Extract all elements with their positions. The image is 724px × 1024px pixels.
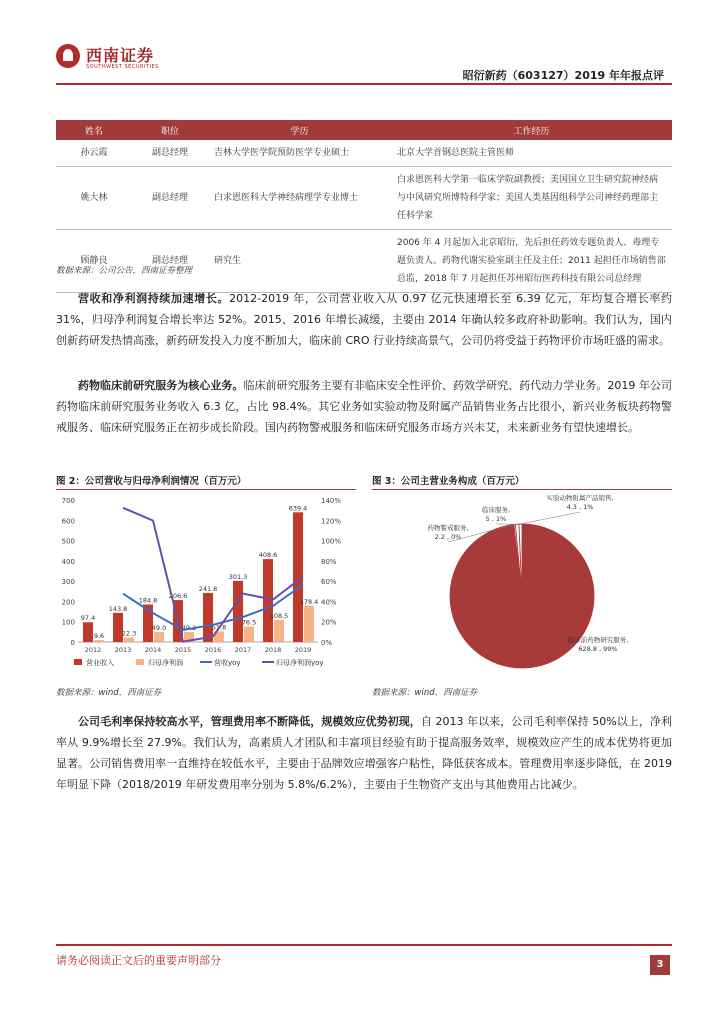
figure-2-source: 数据来源：wind，西南证券 [56, 688, 162, 698]
cell-title: 副总经理 [132, 167, 208, 230]
y2-tick-label: 100% [321, 537, 342, 546]
bar-revenue [83, 622, 93, 642]
cell-experience: 2006 年 4 月起加入北京昭衍，先后担任药效专题负责人、毒理专题负责人、药物代谢实验室副主任及主任；2011 起担任市场销售部总监，2018 年 7 月起担任苏州昭衍医药科技有限公司总经理 [391, 230, 672, 293]
paragraph-body: 2012-2019 年，公司营业收入从 0.97 亿元快速增长至 6.39 亿元，年均复合增长率约 31%，归母净利润复合增长率达 52%。2015、2016 年增长减缓，主要由 2014 年确认较多政府补助影响。我们认为，国内创新药研发热情高涨，新药研发投入力度不断加大，临床前 CRO 行业持续高景气，公司仍将受益于药物评价市场旺盛的需求。 [56, 292, 672, 347]
cell-education: 吉林大学医学院预防医学专业硕士 [208, 140, 391, 167]
bar-net-profit-label: 49.0 [151, 624, 167, 633]
bar-net-profit [124, 637, 134, 642]
legend-revenue-yoy: 营收yoy [214, 659, 241, 667]
paragraph-heading: 公司毛利率保持较高水平，管理费用率不断降低，规模效应优势初现， [78, 715, 421, 728]
figure-3-title: 图 3：公司主营业务构成（百万元） [372, 476, 525, 487]
table-row [56, 140, 672, 167]
pie-slice-label: 临床前药物研究服务, 628.8 , 99% [567, 636, 629, 653]
x-tick-label: 2013 [114, 646, 132, 654]
paragraph-heading: 药物临床前研究服务为核心业务。 [78, 379, 244, 392]
y-tick-label: 500 [61, 537, 75, 546]
x-tick-label: 2019 [294, 646, 312, 654]
bar-revenue-label: 241.8 [198, 584, 218, 593]
bar-revenue [233, 581, 243, 642]
y2-tick-label: 120% [321, 517, 342, 526]
y2-tick-label: 140% [321, 497, 342, 505]
legend-revenue: 营业收入 [86, 659, 114, 667]
bar-revenue-label: 301.3 [228, 572, 248, 581]
bar-revenue [263, 559, 273, 642]
col-header-experience: 工作经历 [391, 120, 672, 140]
report-title: 昭衍新药（603127）2019 年年报点评 [462, 69, 664, 82]
cell-title: 副总经理 [132, 140, 208, 167]
page-number: 3 [650, 955, 670, 975]
revenue-profit-chart [56, 492, 356, 680]
y-tick-label: 300 [61, 578, 75, 587]
disclaimer-notice: 请务必阅读正文后的重要声明部分 [56, 954, 221, 967]
logo-english: SOUTHWEST SECURITIES [86, 64, 159, 70]
bar-revenue-label: 206.6 [168, 592, 188, 601]
pie-slice-label: 实验动物附属产品销售, 4.3 , 1% [546, 494, 614, 511]
y2-tick-label: 40% [321, 598, 337, 607]
bar-net-profit [304, 606, 314, 642]
bar-revenue-label: 143.8 [108, 604, 128, 613]
pie-slice-label: 药物警戒服务, 2.2 , 0% [427, 524, 469, 541]
paragraph-core-business [56, 375, 672, 438]
y-tick-label: 700 [61, 497, 75, 505]
company-logo-icon [56, 44, 80, 68]
cell-education: 白求恩医科大学神经病理学专业博士 [208, 167, 391, 230]
y-tick-label: 400 [61, 557, 75, 566]
cell-title: 副总经理 [132, 230, 208, 293]
bar-revenue [203, 593, 213, 642]
cell-experience: 北京大学首钢总医院主管医师 [391, 140, 672, 167]
paragraph-body: 自 2013 年以来，公司毛利率保持 50%以上，净利率从 9.9%增长至 27.9%。我们认为，高素质人才团队和丰富项目经验有助于提高服务效率，规模效应产生的成本优势将更加显著。公司销售费用率一直维持在较低水平，主要由于品牌效应增强客户粘性，降低获客成本。管理费用率逐步降低，在 2019 年明显下降（2018/2019 年研发费用率分别为 5.8%/6.2%），主要由于生物资产支出与其他费用占比减少。 [56, 715, 672, 791]
bar-revenue-label: 639.4 [288, 504, 308, 513]
bar-revenue [113, 613, 123, 642]
bar-net-profit [94, 640, 104, 642]
y-tick-label: 100 [61, 618, 75, 627]
bar-net-profit-label: 178.4 [299, 597, 319, 606]
x-tick-label: 2014 [144, 646, 162, 654]
y-tick-label: 200 [61, 598, 75, 607]
pie-slice-label: 临床服务, 5 , 1% [481, 506, 511, 523]
bar-net-profit-label: 76.5 [241, 618, 257, 627]
figure-2-rule [56, 489, 356, 490]
logo-name: 西南证券 [86, 46, 155, 65]
bar-revenue-label: 408.6 [258, 551, 278, 560]
cell-experience: 白求恩医科大学第一临床学院副教授；美国国立卫生研究院神经病与中风研究所博特科学家；美国人类基因组科学公司神经药理部主任科学家 [391, 167, 672, 230]
cell-name: 孙云霞 [56, 140, 132, 167]
header-divider [56, 83, 672, 85]
pie-leader-line [521, 512, 581, 524]
figure-3-rule [372, 489, 672, 490]
x-tick-label: 2017 [234, 646, 252, 654]
bar-revenue-label: 97.4 [80, 614, 96, 623]
legend-revenue-swatch [74, 659, 82, 665]
legend-net-profit-yoy: 归母净利润yoy [276, 659, 324, 667]
footer-divider [56, 944, 672, 946]
col-header-education: 学历 [208, 120, 391, 140]
cell-education: 研究生 [208, 230, 391, 293]
y2-tick-label: 0% [321, 639, 333, 647]
bar-net-profit-label: 49.2 [181, 624, 197, 633]
col-header-name: 姓名 [56, 120, 132, 140]
y2-tick-label: 80% [321, 557, 337, 566]
table-row [56, 230, 672, 293]
bar-net-profit-label: 9.6 [93, 632, 105, 641]
cell-name: 顾静良 [56, 230, 132, 293]
bar-net-profit [274, 620, 284, 642]
paragraph-revenue-growth [56, 288, 672, 351]
figure-2-title: 图 2：公司营收与归母净利润情况（百万元） [56, 476, 247, 487]
paragraph-heading: 营收和净利润持续加速增长。 [78, 292, 230, 305]
legend-net-profit-swatch [136, 659, 144, 665]
cell-name: 姚大林 [56, 167, 132, 230]
table-row [56, 167, 672, 230]
business-composition-pie [372, 492, 672, 680]
y-tick-label: 0 [70, 639, 75, 647]
bar-net-profit [154, 632, 164, 642]
bar-net-profit [244, 626, 254, 642]
bar-revenue-label: 184.8 [138, 596, 158, 605]
y-tick-label: 600 [61, 517, 75, 526]
x-tick-label: 2012 [84, 646, 102, 654]
x-tick-label: 2016 [204, 646, 222, 654]
x-tick-label: 2018 [264, 646, 282, 654]
paragraph-body: 临床前研究服务主要有非临床安全性评价、药效学研究、药代动力学业务。2019 年公司药物临床前研究服务业务收入 6.3 亿，占比 98.4%。其它业务如实验动物及附属产品销售业务占比很小，新兴业务板块药物警戒服务、临床研究服务正在初步成长阶段。国内药物警戒服务和临床研究服务市场方兴未艾，未来新业务有望快速增长。 [56, 379, 673, 434]
table-source: 数据来源：公司公告，西南证券整理 [56, 266, 193, 276]
y2-tick-label: 60% [321, 578, 337, 587]
col-header-title: 职位 [132, 120, 208, 140]
legend-net-profit: 归母净利润 [148, 659, 183, 667]
bar-net-profit-label: 51.8 [211, 623, 227, 632]
y2-tick-label: 20% [321, 618, 337, 627]
x-tick-label: 2015 [174, 646, 192, 654]
bar-net-profit-label: 108.5 [269, 611, 289, 620]
figure-3-source: 数据来源：wind，西南证券 [372, 688, 478, 698]
bar-net-profit-label: 22.3 [121, 629, 137, 638]
paragraph-margins [56, 711, 672, 795]
